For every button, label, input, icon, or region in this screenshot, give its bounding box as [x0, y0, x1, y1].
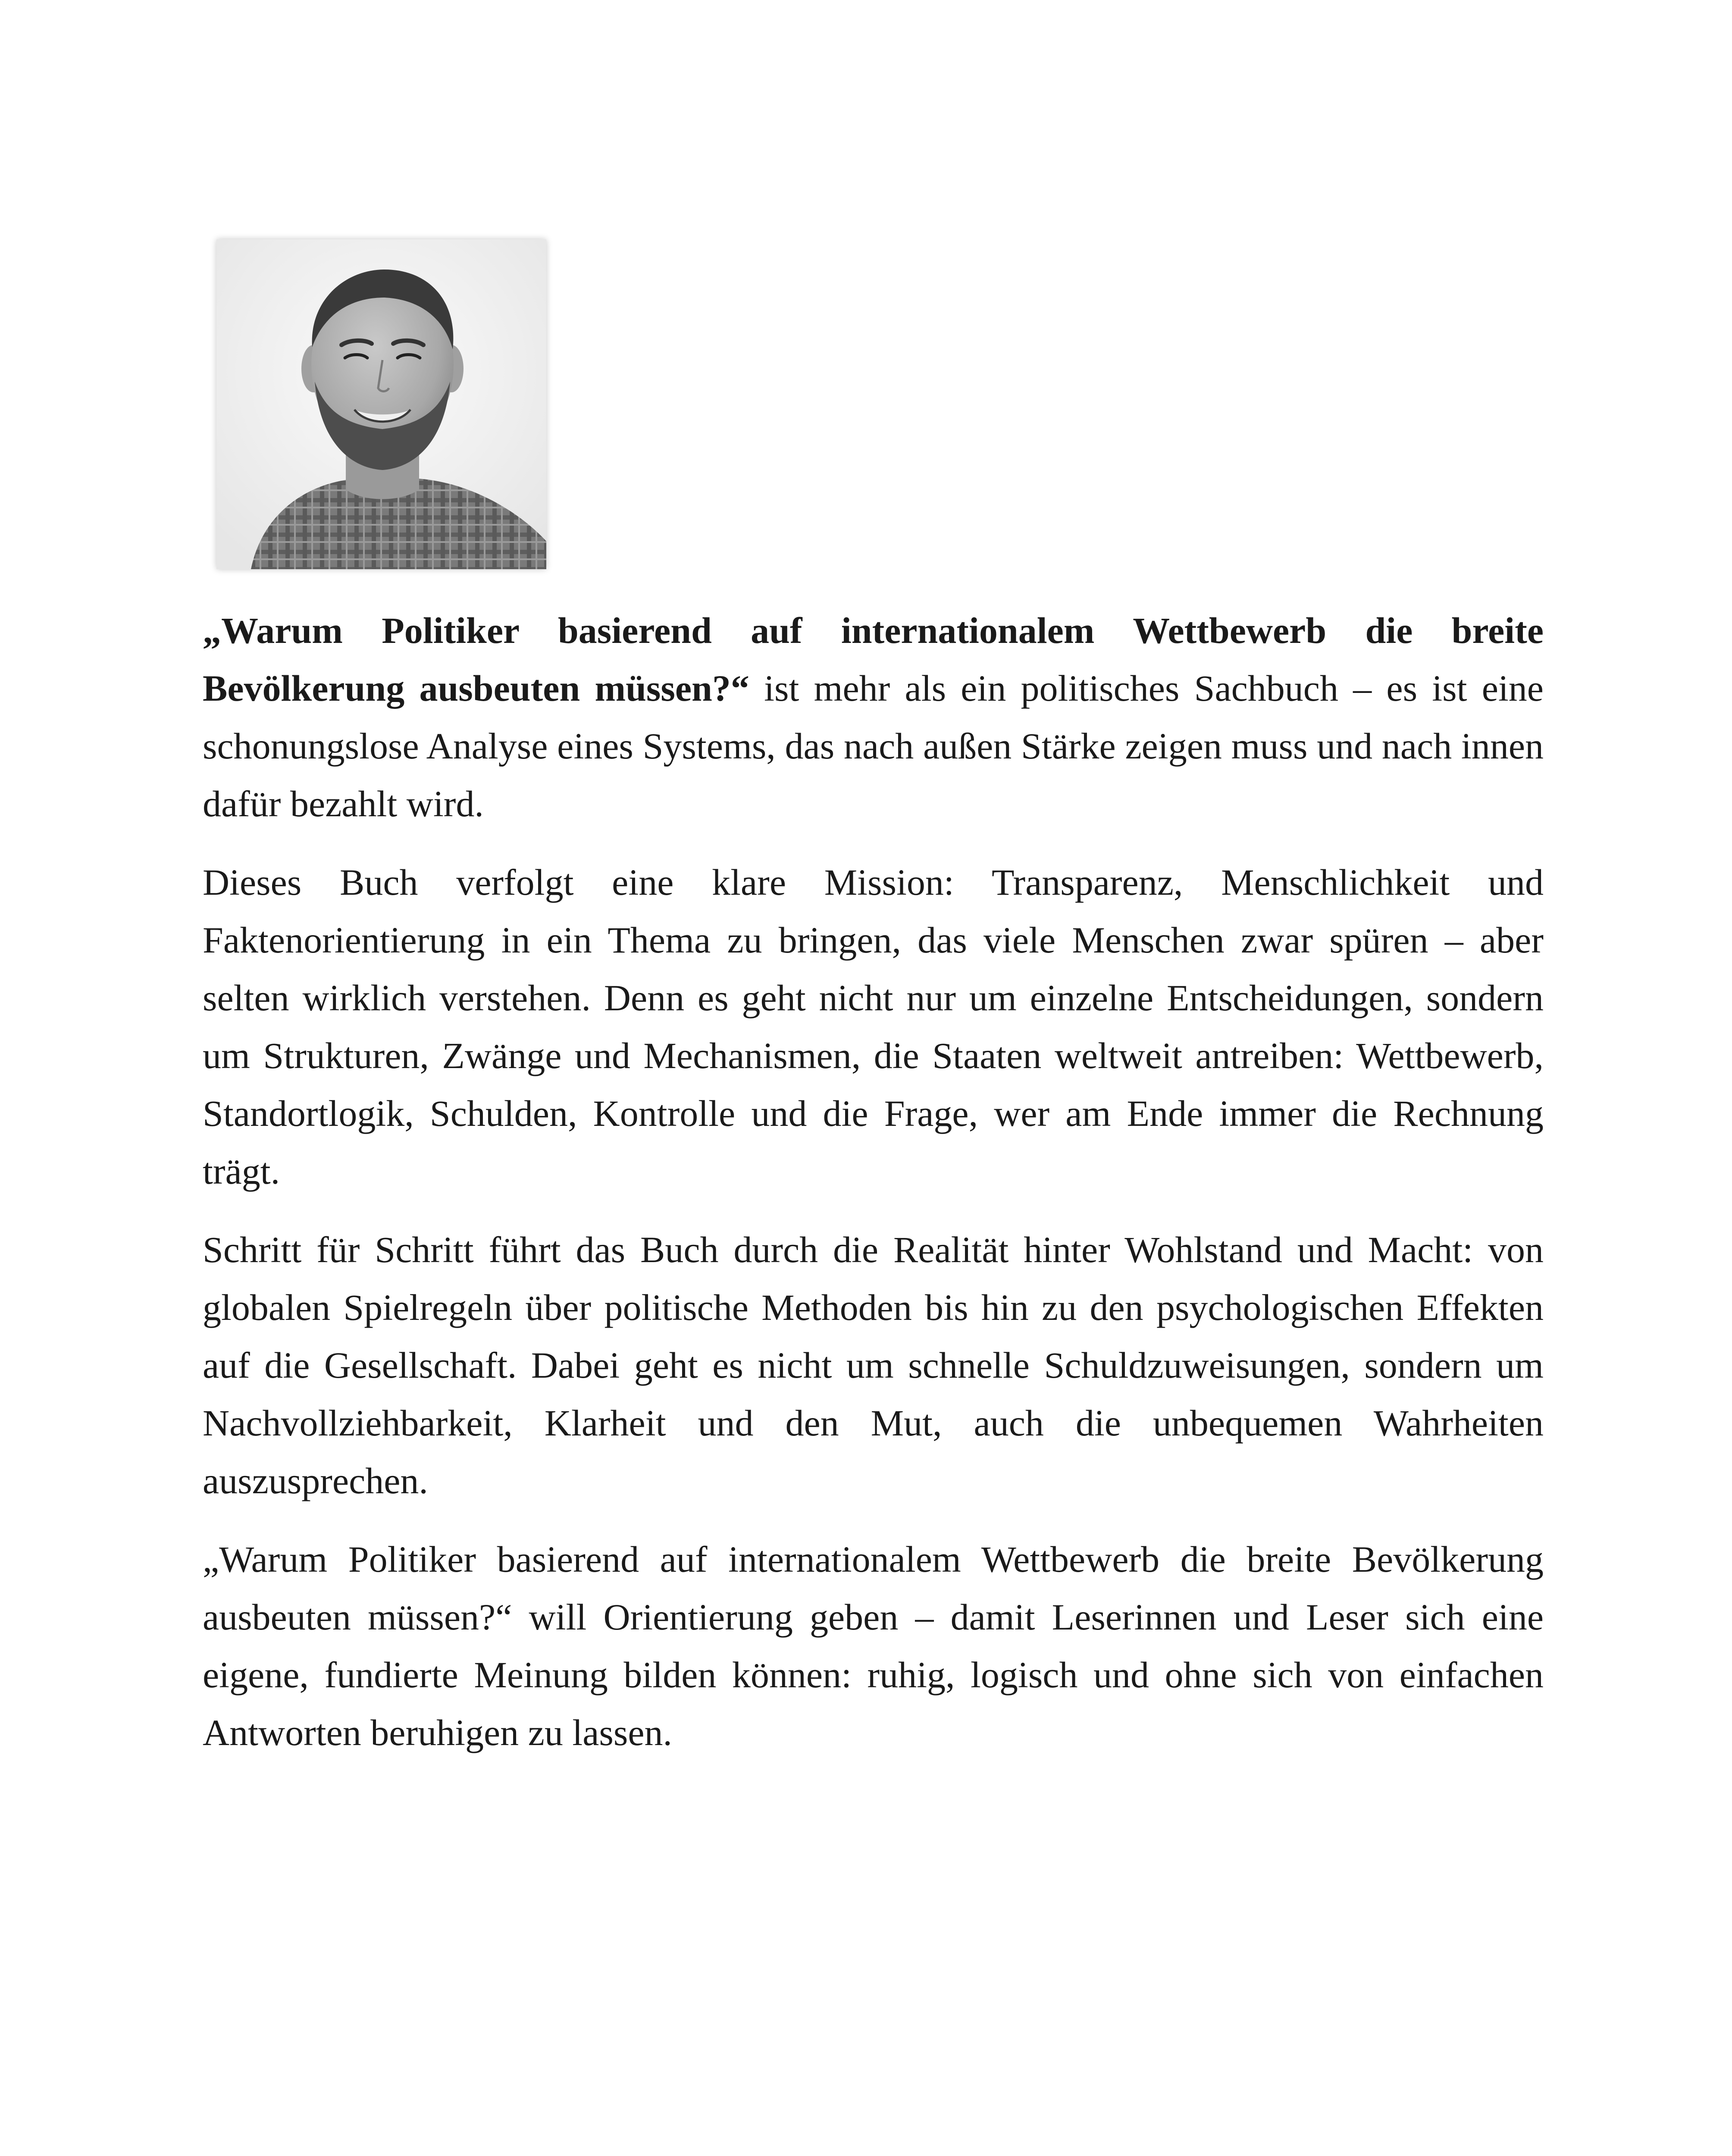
author-portrait — [216, 239, 546, 569]
book-title-bold: „Warum Politiker basierend auf internationalem Wettbewerb die breite Bevölkerung ausbeuten müssen?“ — [203, 610, 1544, 709]
paragraph-intro-text: ist mehr als ein politisches Sachbuch – es ist eine schonungslose Analyse eines Systems, das nach außen Stärke zeigen muss und nach innen dafür bezahlt wird. — [203, 667, 1544, 824]
paragraph-mission: Dieses Buch verfolgt eine klare Mission: Transparenz, Menschlichkeit und Faktenorientierung in ein Thema zu bringen, das viele Menschen zwar spüren – aber selten wirklich verstehen. Denn es geht nicht nur um einzelne Entscheidungen, sondern um Strukturen, Zwänge und Mechanismen, die Staaten weltweit antreiben: Wettbewerb, Standortlogik, Schulden, Kontrolle und die Frage, wer am Ende immer die Rechnung trägt. — [203, 862, 1544, 1192]
book-description — [203, 602, 1544, 1782]
paragraph-orientation: „Warum Politiker basierend auf internationalem Wettbewerb die breite Bevölkerung ausbeuten müssen?“ will Orientierung geben – damit Leserinnen und Leser sich eine eigene, fundierte Meinung bilden können: ruhig, logisch und ohne sich von einfachen Antworten beruhigen zu lassen. — [203, 1539, 1544, 1753]
author-photo — [216, 239, 546, 569]
paragraph-steps: Schritt für Schritt führt das Buch durch die Realität hinter Wohlstand und Macht: von globalen Spielregeln über politische Methoden bis hin zu den psychologischen Effekten auf die Gesellschaft. Dabei geht es nicht um schnelle Schuldzuweisungen, sondern um Nachvollziehbarkeit, Klarheit und den Mut, auch die unbequemen Wahrheiten auszusprechen. — [203, 1229, 1544, 1501]
paragraph-intro — [203, 602, 1544, 833]
